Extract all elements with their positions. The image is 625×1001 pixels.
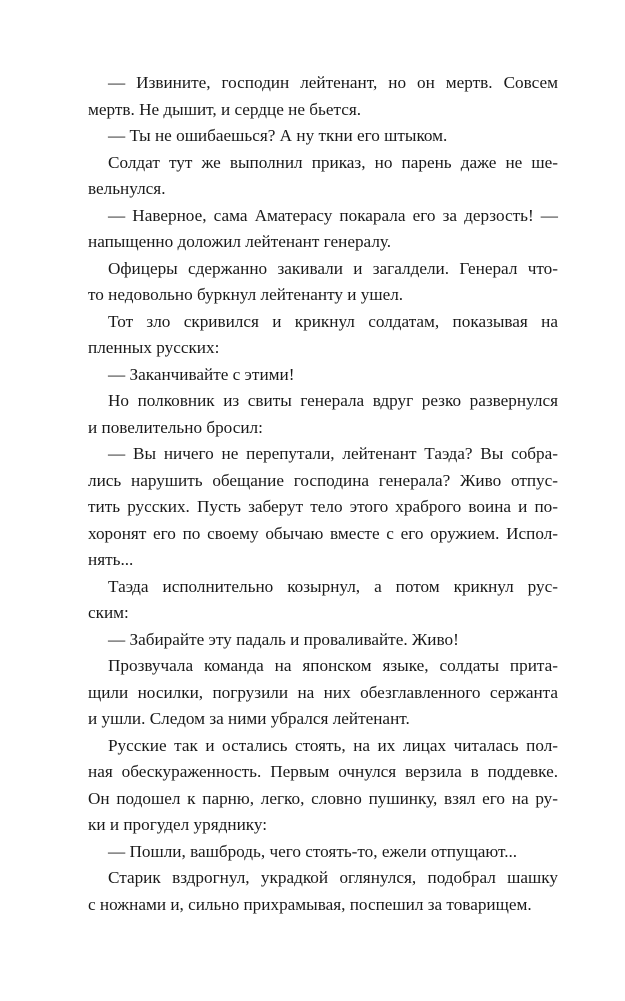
- text-line: нять...: [88, 550, 134, 569]
- text-line: напыщенно доложил лейтенант генералу.: [88, 232, 392, 251]
- text-line: пленных русских:: [88, 338, 220, 357]
- text-line: ки и прогудел уряднику:: [88, 815, 268, 834]
- text-line: Он подошел к парню, легко, словно пушинку, взял его на ру-: [88, 788, 558, 808]
- text-line: хоронят его по своему обычаю вместе с его оружием. Испол-: [88, 523, 558, 543]
- text-line: мертв. Не дышит, и сердце не бьется.: [88, 99, 362, 119]
- text-line: то недовольно буркнул лейтенанту и ушел.: [88, 285, 404, 304]
- text-line: Старик вздрогнул, украдкой оглянулся, подобрал шашку: [108, 868, 558, 887]
- text-line: Солдат тут же выполнил приказ, но парень даже не ше-: [108, 152, 558, 172]
- text-line: и повелительно бросил:: [88, 417, 263, 437]
- text-line: — Забирайте эту падаль и проваливайте. Живо!: [108, 629, 459, 649]
- text-line: щили носилки, погрузили на них обезглавленного сержанта: [88, 682, 558, 702]
- text-line: — Вы ничего не перепутали, лейтенант Таэда? Вы собра-: [108, 444, 558, 463]
- text-line: ная обескураженность. Первым очнулся верзила в поддевке.: [88, 762, 558, 781]
- text-line: — Заканчивайте с этими!: [108, 364, 295, 384]
- text-line: Офицеры сдержанно закивали и загалдели. Генерал что-: [108, 258, 558, 278]
- text-line: Прозвучала команда на японском языке, солдаты прита-: [108, 656, 558, 675]
- text-line: Но полковник из свиты генерала вдруг резко развернулся: [108, 391, 558, 410]
- text-line: — Пошли, вашбродь, чего стоять-то, ежели отпущают...: [108, 841, 518, 861]
- text-line: лись нарушить обещание господина генерала? Живо отпус-: [88, 470, 558, 490]
- text-line: Русские так и остались стоять, на их лицах читалась пол-: [108, 735, 558, 755]
- text-line: Тот зло скривился и крикнул солдатам, показывая на: [108, 311, 558, 331]
- text-line: с ножнами и, сильно прихрамывая, поспешил за товарищем.: [88, 894, 532, 914]
- text-line: и ушли. Следом за ними убрался лейтенант.: [88, 709, 410, 728]
- text-line: Таэда исполнительно козырнул, а потом крикнул рус-: [108, 576, 558, 596]
- text-line: — Наверное, сама Аматерасу покарала его за дерзость! —: [108, 205, 558, 225]
- text-line: ским:: [88, 603, 129, 622]
- text-line: — Извините, господин лейтенант, но он мертв. Совсем: [108, 73, 558, 92]
- text-line: — Ты не ошибаешься? А ну ткни его штыком.: [108, 126, 448, 145]
- book-page-text: [88, 70, 558, 918]
- text-line: тить русских. Пусть заберут тело этого храброго воина и по-: [88, 497, 558, 516]
- text-line: вельнулся.: [88, 179, 166, 198]
